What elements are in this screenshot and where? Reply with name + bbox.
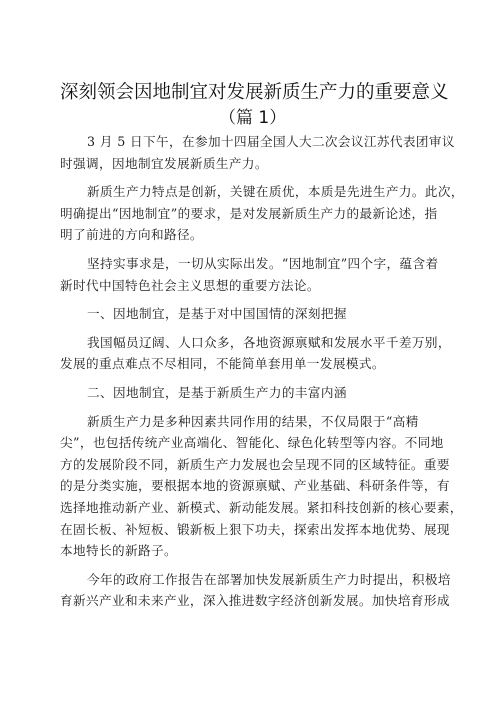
paragraph-line: 的是分类实施，要根据本地的资源禀赋、产业基础、科研条件等，有 xyxy=(60,478,450,494)
document-title: 深刻领会因地制宜对发展新质生产力的重要意义 xyxy=(60,82,449,103)
paragraph-line: 新时代中国特色社会主义思想的重要方法论。 xyxy=(60,277,320,293)
paragraph xyxy=(60,569,450,612)
document-subtitle: （篇 1） xyxy=(219,108,287,128)
paragraph-line: 我国幅员辽阔、人口众多，各地资源禀赋和发展水平千差万别， xyxy=(87,334,451,350)
paragraph-line: 明了前进的方向和路径。 xyxy=(60,227,203,243)
paragraph-line: 方的发展阶段不同，新质生产力发展也会呈现不同的区域特征。重要 xyxy=(60,456,450,472)
paragraph xyxy=(60,411,463,562)
paragraph xyxy=(60,253,450,296)
section-heading xyxy=(60,303,450,325)
paragraph-line: 新质生产力特点是创新，关键在质优，本质是先进生产力。此次， xyxy=(87,184,464,200)
section-heading-text: 二、因地制宜，是基于新质生产力的丰富内涵 xyxy=(87,384,347,400)
paragraph-line: 在固长板、补短板、锻新板上狠下功夫，探索出发挥本地优势、展现 xyxy=(60,521,450,537)
paragraph xyxy=(60,181,464,246)
paragraph-line: 时强调，因地制宜发展新质生产力。 xyxy=(60,155,268,171)
paragraph-line: 坚持实事求是，一切从实际出发。“因地制宜”四个字，蕴含着 xyxy=(87,255,439,271)
paragraph-line: 选择地推动新产业、新模式、新动能发展。紧扣科技创新的核心要素， xyxy=(60,499,463,515)
section-heading xyxy=(60,382,450,404)
section-heading-text: 一、因地制宜，是基于对中国国情的深刻把握 xyxy=(87,306,347,322)
paragraph-line: 今年的政府工作报告在部署加快发展新质生产力时提出，积极培 xyxy=(87,571,451,587)
paragraph-line: 明确提出“因地制宜”的要求，是对发展新质生产力的最新论述，指 xyxy=(60,205,438,221)
paragraph-line: 新质生产力是多种因素共同作用的结果，不仅局限于“高精 xyxy=(87,413,419,429)
paragraph-line: 3 月 5 日下午，在参加十四届全国人大二次会议江苏代表团审议 xyxy=(87,134,455,149)
paragraph-line: 尖”，也包括传统产业高端化、智能化、绿色化转型等内容。不同地 xyxy=(60,435,444,451)
paragraph xyxy=(60,131,455,174)
document-body xyxy=(60,131,464,612)
paragraph-line: 发展的重点难点不尽相同，不能简单套用单一发展模式。 xyxy=(60,356,385,372)
paragraph-line: 育新兴产业和未来产业，深入推进数字经济创新发展。加快培育形成 xyxy=(60,593,450,609)
paragraph xyxy=(60,332,450,375)
paragraph-line: 本地特长的新路子。 xyxy=(60,543,177,559)
